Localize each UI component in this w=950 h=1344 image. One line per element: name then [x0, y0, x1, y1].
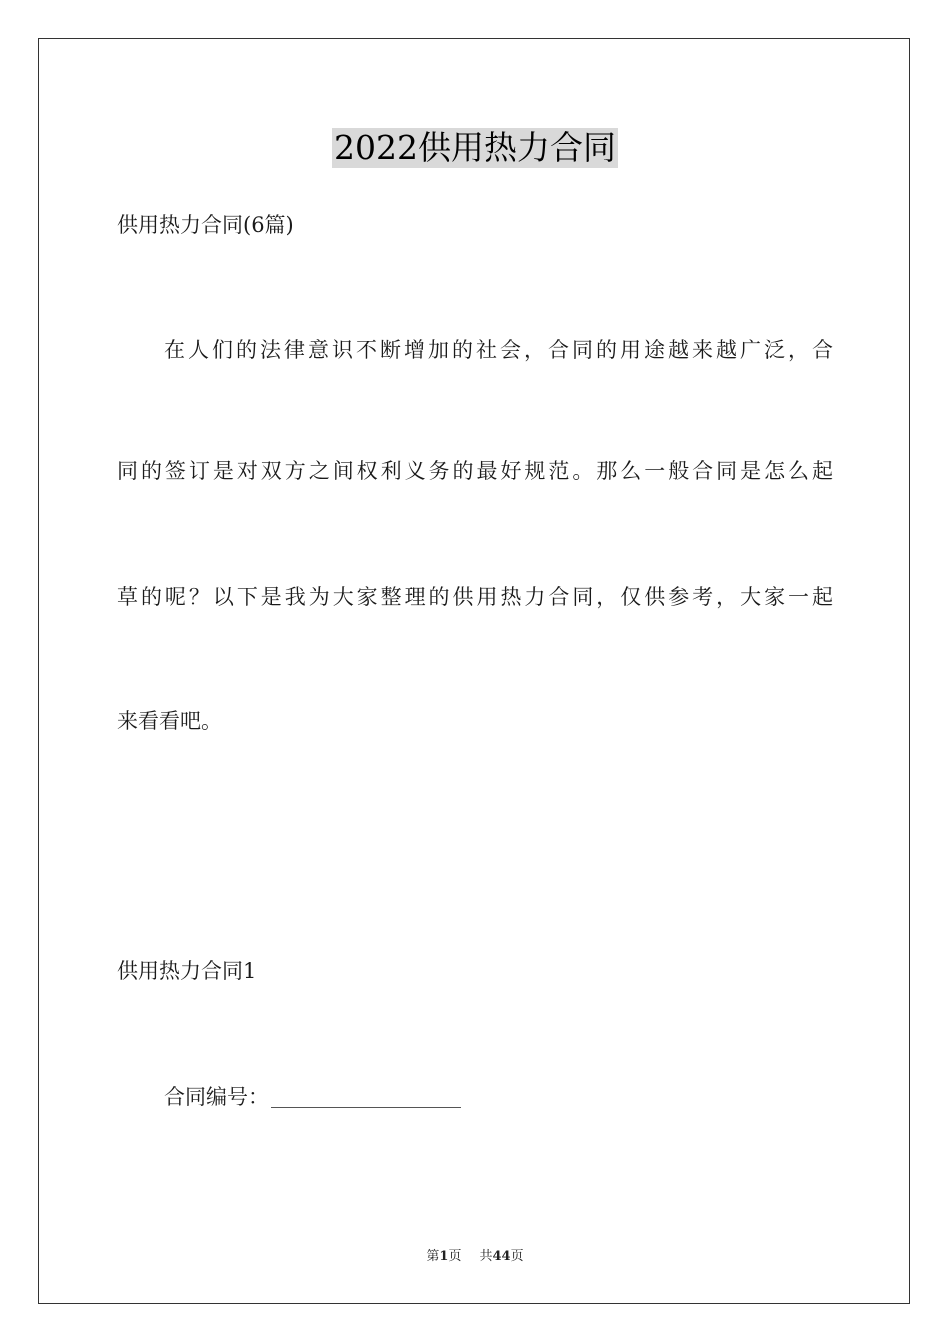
section-heading: 供用热力合同1	[117, 959, 257, 983]
contract-number-blank	[271, 1106, 461, 1108]
title-container	[0, 128, 950, 168]
document-subtitle: 供用热力合同(6篇)	[117, 213, 294, 237]
footer-page-total: 44	[492, 1249, 511, 1264]
intro-line-1: 在人们的法律意识不断增加的社会，合同的用途越来越广泛，合	[164, 338, 833, 362]
page-footer	[0, 1248, 950, 1266]
footer-page-current: 1	[439, 1249, 449, 1264]
footer-page-suffix: 页	[448, 1249, 462, 1264]
footer-total-suffix: 页	[510, 1249, 524, 1264]
contract-number-label: 合同编号：	[164, 1085, 269, 1109]
intro-line-4: 来看看吧。	[117, 709, 222, 733]
footer-total-prefix: 共	[479, 1249, 493, 1264]
intro-line-2: 同的签订是对双方之间权利义务的最好规范。那么一般合同是怎么起	[117, 459, 833, 483]
contract-number-row	[164, 1083, 461, 1111]
document-title: 2022供用热力合同	[334, 128, 616, 167]
intro-line-3: 草的呢？以下是我为大家整理的供用热力合同，仅供参考，大家一起	[117, 585, 833, 609]
footer-page-prefix: 第	[426, 1249, 440, 1264]
